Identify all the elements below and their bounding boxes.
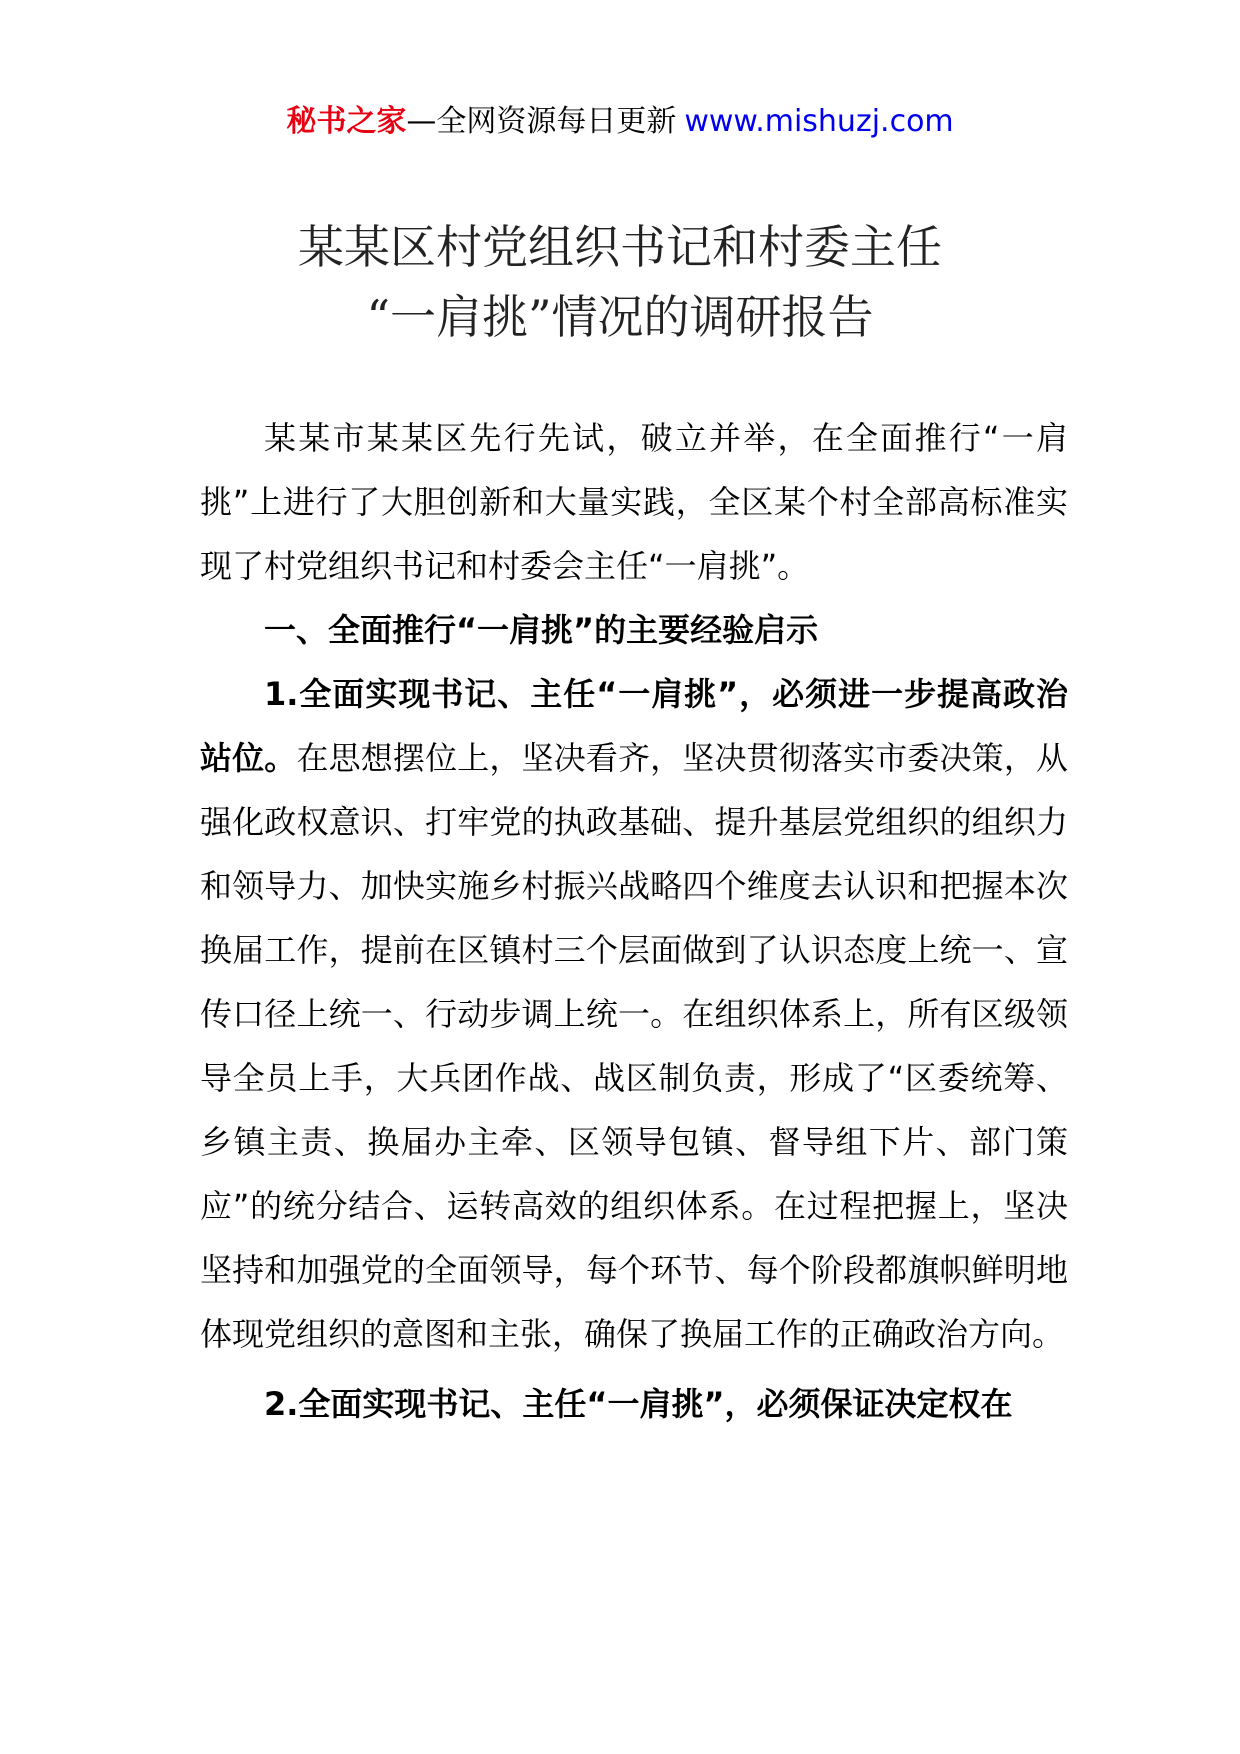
point-1-text: 在思想摆位上，坚决看齐，坚决贯彻落实市委决策，从强化政权意识、打牢党的执政基础、提升基层党组织的组织力和领导力、加快实施乡村振兴战略四个维度去认识和把握本次换届工作，提前在区镇村三个层面做到了认识态度上统一、宣传口径上统一、行动步调上统一。在组织体系上，所有区级领导全员上手，大兵团作战、战区制负责，形成了“区委统筹、乡镇主责、换届办主牵、区领导包镇、督导组下片、部门策应”的统分结合、运转高效的组织体系。在过程把握上，坚决坚持和加强党的全面领导，每个环节、每个阶段都旗帜鲜明地体现党组织的意图和主张，确保了换届工作的正确政治方向。 <box>200 739 1068 1353</box>
document-title <box>0 212 1240 352</box>
title-line-1: 某某区村党组织书记和村委主任 <box>298 220 942 274</box>
document-body <box>200 406 1068 1436</box>
point-2-lead: 2.全面实现书记、主任“一肩挑”，必须保证决定权在 <box>264 1385 1013 1423</box>
point-1-paragraph <box>200 662 1068 1366</box>
site-header <box>0 98 1240 146</box>
point-1-lead: 1.全面实现书记、主任“一肩挑”，必须进一步提高政治站位。 <box>200 675 1068 777</box>
site-url-link[interactable]: www.mishuzj.com <box>684 104 954 139</box>
title-line-2: “一肩挑”情况的调研报告 <box>366 290 874 344</box>
intro-paragraph: 某某市某某区先行先试，破立并举，在全面推行“一肩挑”上进行了大胆创新和大量实践，全区某个村全部高标准实现了村党组织书记和村委会主任“一肩挑”。 <box>200 419 1068 585</box>
section-heading-1: 一、全面推行“一肩挑”的主要经验启示 <box>264 611 819 649</box>
brand-name: 秘书之家 <box>286 104 407 139</box>
site-tagline: —全网资源每日更新 <box>406 104 677 139</box>
